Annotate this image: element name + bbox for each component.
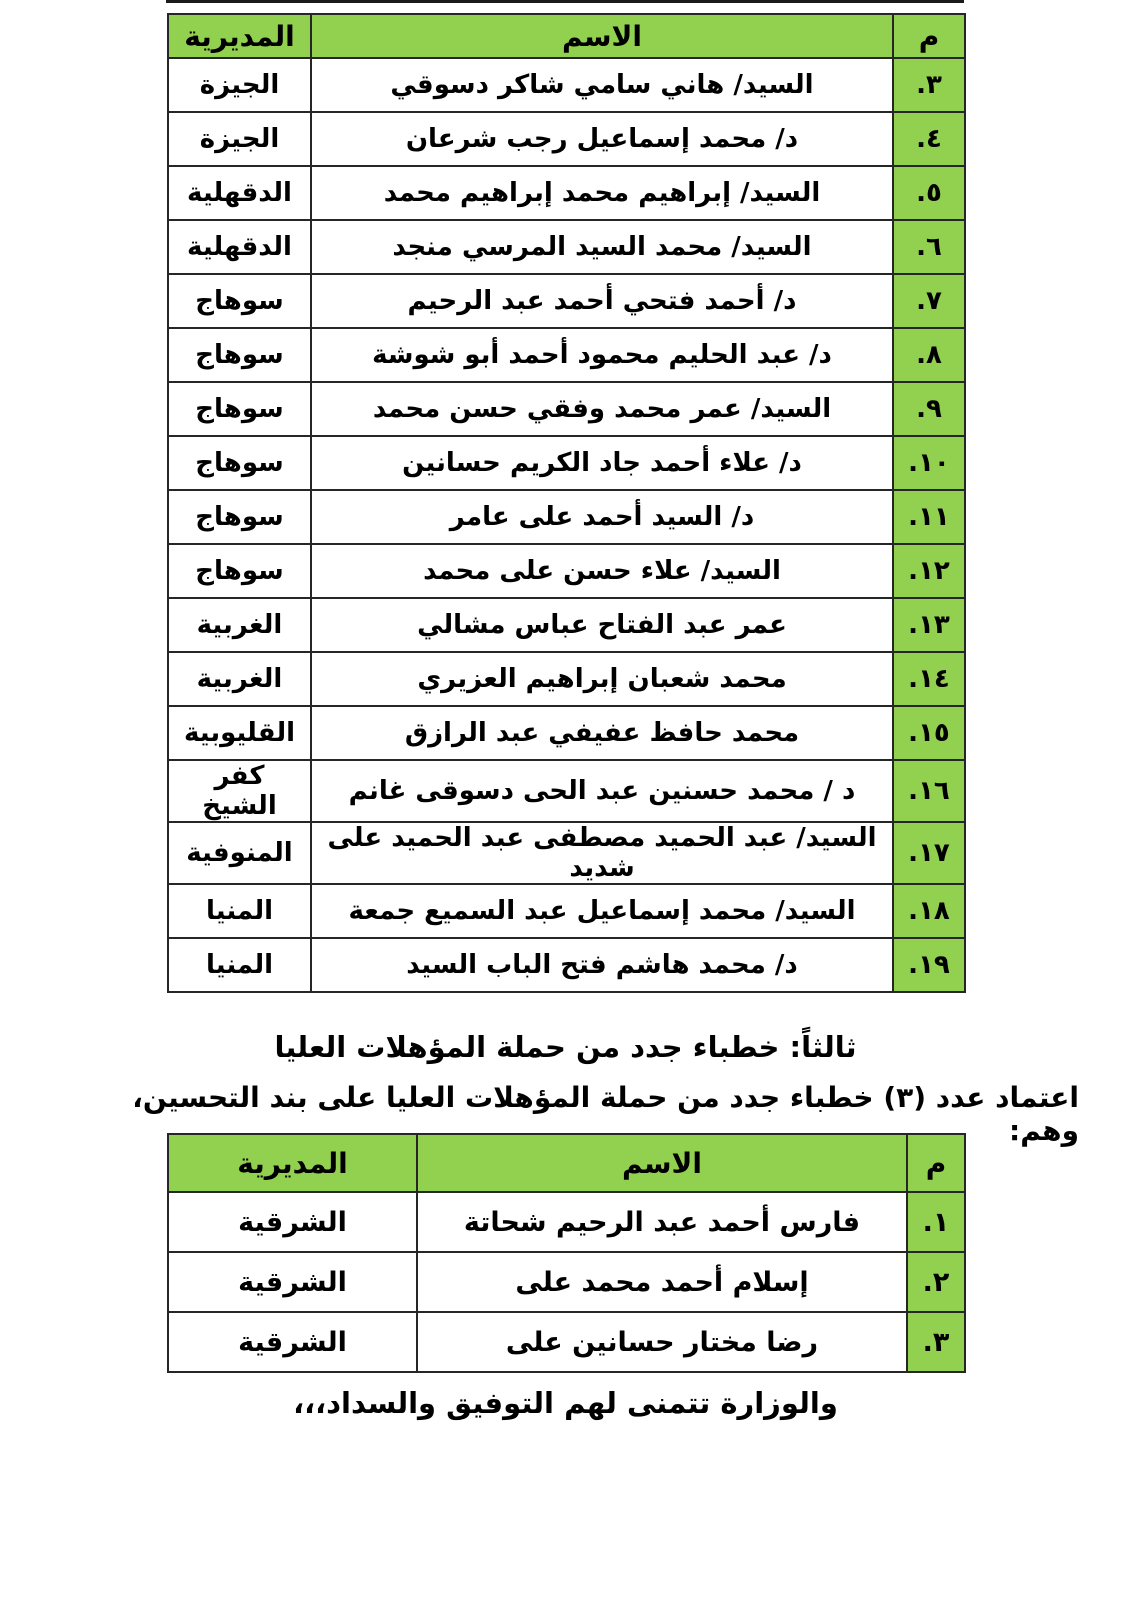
table-row	[168, 274, 965, 328]
table-row	[168, 1252, 965, 1312]
directorate-cell: الشرقية	[168, 1252, 417, 1312]
table-row	[168, 598, 965, 652]
directorate-cell: الغربية	[168, 652, 311, 706]
name-cell: السيد/ عبد الحميد مصطفى عبد الحميد على شديد	[311, 822, 893, 884]
row-number-cell: ١٥.	[893, 706, 965, 760]
table-row	[168, 436, 965, 490]
directorate-cell: الجيزة	[168, 58, 311, 112]
row-number-cell: ١٩.	[893, 938, 965, 992]
name-cell: د/ عبد الحليم محمود أحمد أبو شوشة	[311, 328, 893, 382]
name-cell: د / محمد حسنين عبد الحى دسوقى غانم	[311, 760, 893, 822]
name-cell: السيد/ علاء حسن على محمد	[311, 544, 893, 598]
directorate-cell: سوهاج	[168, 436, 311, 490]
name-cell: السيد/ محمد إسماعيل عبد السميع جمعة	[311, 884, 893, 938]
name-cell: عمر عبد الفتاح عباس مشالي	[311, 598, 893, 652]
row-number-cell: ١٤.	[893, 652, 965, 706]
row-number-cell: ١١.	[893, 490, 965, 544]
row-number-cell: ١٣.	[893, 598, 965, 652]
table-body	[168, 58, 965, 992]
table-row	[168, 58, 965, 112]
directorate-cell: سوهاج	[168, 544, 311, 598]
top-divider-line	[166, 0, 964, 3]
row-number-cell: ٧.	[893, 274, 965, 328]
table-row	[168, 652, 965, 706]
section-paragraph: اعتماد عدد (٣) خطباء جدد من حملة المؤهلات العليا على بند التحسين، وهم:	[132, 1081, 1079, 1147]
row-number-cell: ١٢.	[893, 544, 965, 598]
table-row	[168, 112, 965, 166]
row-number-cell: ٤.	[893, 112, 965, 166]
preachers-table-higher-qualifications	[167, 1133, 966, 1373]
name-cell: السيد/ عمر محمد وفقي حسن محمد	[311, 382, 893, 436]
name-cell: فارس أحمد عبد الرحيم شحاتة	[417, 1192, 907, 1252]
closing-wishes-line: والوزارة تتمنى لهم التوفيق والسداد،،،	[293, 1386, 838, 1420]
column-header-number: م	[907, 1134, 965, 1192]
name-cell: السيد/ هاني سامي شاكر دسوقي	[311, 58, 893, 112]
column-header-directorate: المديرية	[168, 14, 311, 58]
directorate-cell: المنوفية	[168, 822, 311, 884]
row-number-cell: ١.	[907, 1192, 965, 1252]
column-header-number: م	[893, 14, 965, 58]
row-number-cell: ١٨.	[893, 884, 965, 938]
column-header-name: الاسم	[311, 14, 893, 58]
section-heading: ثالثاً: خطباء جدد من حملة المؤهلات العليا	[274, 1030, 857, 1064]
table-row	[168, 1192, 965, 1252]
table-row	[168, 166, 965, 220]
name-cell: د/ علاء أحمد جاد الكريم حسانين	[311, 436, 893, 490]
row-number-cell: ١٠.	[893, 436, 965, 490]
table-row	[168, 220, 965, 274]
directorate-cell: سوهاج	[168, 382, 311, 436]
directorate-cell: القليوبية	[168, 706, 311, 760]
table-row	[168, 1312, 965, 1372]
directorate-cell: كفر الشيخ	[168, 760, 311, 822]
table-header-row	[168, 14, 965, 58]
directorate-cell: الشرقية	[168, 1192, 417, 1252]
row-number-cell: ١٧.	[893, 822, 965, 884]
table-header-row	[168, 1134, 965, 1192]
name-cell: إسلام أحمد محمد على	[417, 1252, 907, 1312]
table-row	[168, 884, 965, 938]
name-cell: د/ أحمد فتحي أحمد عبد الرحيم	[311, 274, 893, 328]
directorate-cell: الجيزة	[168, 112, 311, 166]
row-number-cell: ٨.	[893, 328, 965, 382]
row-number-cell: ٣.	[907, 1312, 965, 1372]
name-cell: د/ محمد إسماعيل رجب شرعان	[311, 112, 893, 166]
directorate-cell: الدقهلية	[168, 166, 311, 220]
column-header-directorate: المديرية	[168, 1134, 417, 1192]
row-number-cell: ١٦.	[893, 760, 965, 822]
table-row	[168, 328, 965, 382]
table-row	[168, 544, 965, 598]
table-row	[168, 382, 965, 436]
directorate-cell: الغربية	[168, 598, 311, 652]
directorate-cell: الشرقية	[168, 1312, 417, 1372]
row-number-cell: ٩.	[893, 382, 965, 436]
directorate-cell: سوهاج	[168, 490, 311, 544]
name-cell: د/ محمد هاشم فتح الباب السيد	[311, 938, 893, 992]
table-row	[168, 706, 965, 760]
preachers-table-main	[167, 13, 966, 993]
name-cell: رضا مختار حسانين على	[417, 1312, 907, 1372]
table-row	[168, 938, 965, 992]
name-cell: السيد/ محمد السيد المرسي منجد	[311, 220, 893, 274]
table-body	[168, 1192, 965, 1372]
directorate-cell: سوهاج	[168, 274, 311, 328]
name-cell: محمد حافظ عفيفي عبد الرازق	[311, 706, 893, 760]
table-row	[168, 490, 965, 544]
column-header-name: الاسم	[417, 1134, 907, 1192]
row-number-cell: ٣.	[893, 58, 965, 112]
table-row	[168, 760, 965, 822]
directorate-cell: المنيا	[168, 938, 311, 992]
row-number-cell: ٢.	[907, 1252, 965, 1312]
row-number-cell: ٦.	[893, 220, 965, 274]
table-row	[168, 822, 965, 884]
name-cell: د/ السيد أحمد على عامر	[311, 490, 893, 544]
directorate-cell: المنيا	[168, 884, 311, 938]
directorate-cell: سوهاج	[168, 328, 311, 382]
directorate-cell: الدقهلية	[168, 220, 311, 274]
name-cell: محمد شعبان إبراهيم العزيري	[311, 652, 893, 706]
row-number-cell: ٥.	[893, 166, 965, 220]
name-cell: السيد/ إبراهيم محمد إبراهيم محمد	[311, 166, 893, 220]
